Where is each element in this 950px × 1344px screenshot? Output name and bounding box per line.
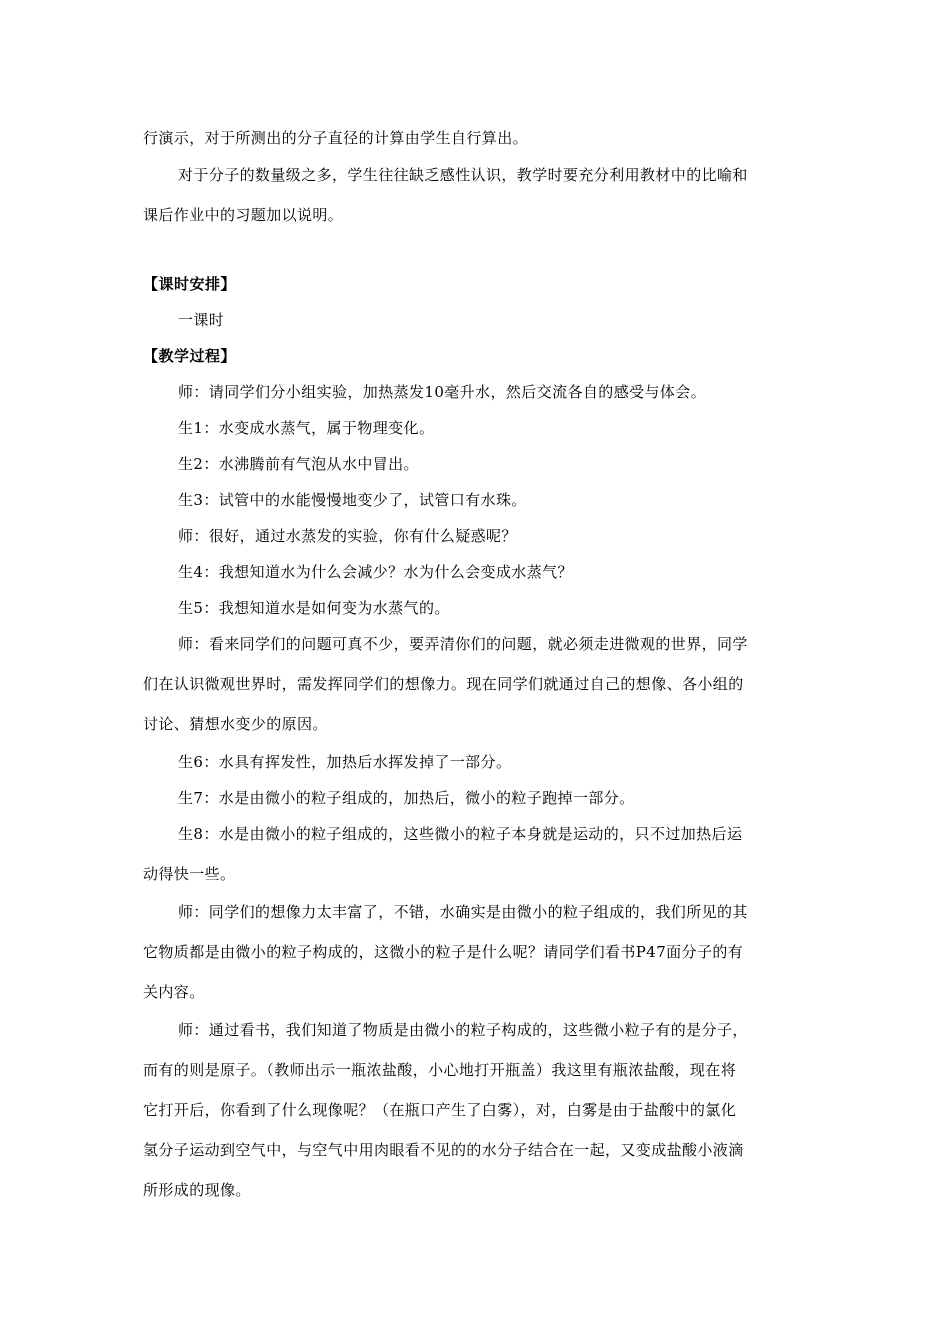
dialogue-line: 师：通过看书，我们知道了物质是由微小的粒子构成的，这些微小粒子有的是分子， [178,1021,748,1039]
schedule-text: 一课时 [178,311,225,329]
dialogue-line: 师：请同学们分小组实验，加热蒸发10毫升水，然后交流各自的感受与体会。 [178,383,707,401]
dialogue-line: 关内容。 [143,983,205,1001]
dialogue-line: 师：同学们的想像力太丰富了，不错，水确实是由微小的粒子组成的，我们所见的其 [178,903,748,921]
dialogue-line: 生1：水变成水蒸气，属于物理变化。 [178,419,435,437]
dialogue-line: 生8：水是由微小的粒子组成的，这些微小的粒子本身就是运动的，只不过加热后运 [178,825,743,843]
dialogue-line: 所形成的现像。 [143,1181,251,1199]
intro-line-2: 对于分子的数量级之多，学生往往缺乏感性认识，教学时要充分利用教材中的比喻和 [178,166,748,184]
dialogue-line: 动得快一些。 [143,865,236,883]
dialogue-line: 生4：我想知道水为什么会减少？水为什么会变成水蒸气？ [178,563,573,581]
dialogue-line: 生3：试管中的水能慢慢地变少了，试管口有水珠。 [178,491,527,509]
intro-line-1: 行演示，对于所测出的分子直径的计算由学生自行算出。 [143,129,529,147]
dialogue-line: 讨论、猜想水变少的原因。 [143,715,328,733]
dialogue-line: 师：很好，通过水蒸发的实验，你有什么疑惑呢？ [178,527,517,545]
dialogue-line: 们在认识微观世界时，需发挥同学们的想像力。现在同学们就通过自己的想像、各小组的 [143,675,744,693]
dialogue-line: 它物质都是由微小的粒子构成的，这微小的粒子是什么呢？请同学们看书P47面分子的有 [143,943,744,961]
dialogue-line: 氢分子运动到空气中，与空气中用肉眼看不见的的水分子结合在一起，又变成盐酸小液滴 [143,1141,744,1159]
dialogue-line: 它打开后，你看到了什么现像呢？（在瓶口产生了白雾），对，白雾是由于盐酸中的氯化 [143,1101,737,1119]
dialogue-line: 生5：我想知道水是如何变为水蒸气的。 [178,599,450,617]
schedule-heading: 【课时安排】 [143,275,237,293]
dialogue-line: 生6：水具有挥发性，加热后水挥发掉了一部分。 [178,753,512,771]
dialogue-line: 而有的则是原子。（教师出示一瓶浓盐酸，小心地打开瓶盖）我这里有瓶浓盐酸，现在将 [143,1061,737,1079]
dialogue-line: 生2：水沸腾前有气泡从水中冒出。 [178,455,419,473]
process-heading: 【教学过程】 [143,347,237,365]
dialogue-line: 师：看来同学们的问题可真不少，要弄清你们的问题，就必须走进微观的世界，同学 [178,635,748,653]
intro-line-3: 课后作业中的习题加以说明。 [143,206,344,224]
dialogue-line: 生7：水是由微小的粒子组成的，加热后，微小的粒子跑掉一部分。 [178,789,635,807]
